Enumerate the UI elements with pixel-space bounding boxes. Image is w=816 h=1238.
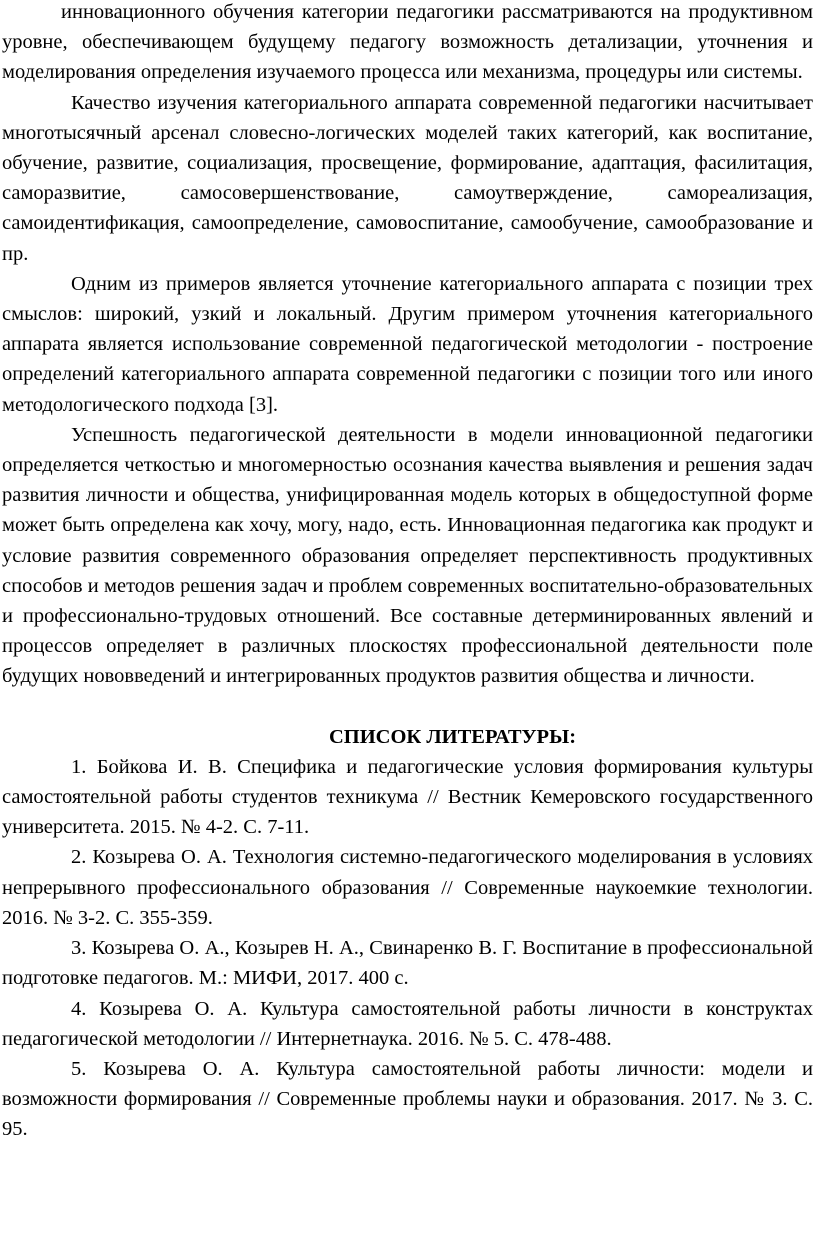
- references-heading: СПИСОК ЛИТЕРАТУРЫ:: [328, 725, 577, 748]
- reference-item: 3. Козырева О. А., Козырев Н. А., Свинаренко В. Г. Воспитание в профессиональной подготовке педагогов. М.: МИФИ, 2017. 400 с.: [2, 937, 813, 990]
- document-page: [2, 0, 813, 1145]
- reference-item: 4. Козырева О. А. Культура самостоятельной работы личности в конструктах педагогической методологии // Интернетнаука. 2016. № 5. С. 478-488.: [2, 997, 813, 1050]
- body-paragraph-1: инновационного обучения категории педагогики рассматриваются на продуктивном уровне, обеспечивающем будущему педагогу возможность детализации, уточнения и моделирования определения изучаемого процесса или механизма, процедуры или системы.: [2, 1, 813, 84]
- reference-item: 2. Козырева О. А. Технология системно-педагогического моделирования в условиях непрерывного профессионального образования // Современные наукоемкие технологии. 2016. № 3-2. С. 355-359.: [2, 846, 813, 929]
- references-list: [2, 752, 813, 1145]
- reference-item: 1. Бойкова И. В. Специфика и педагогические условия формирования культуры самостоятельной работы студентов техникума // Вестник Кемеровского государственного университета. 2015. № 4-2. С. 7-11.: [2, 755, 813, 839]
- reference-item: 5. Козырева О. А. Культура самостоятельной работы личности: модели и возможности формирования // Современные проблемы науки и образования. 2017. № 3. С. 95.: [2, 1057, 813, 1141]
- section-spacer: [2, 692, 813, 722]
- body-paragraph-3: Одним из примеров является уточнение категориального аппарата с позиции трех смыслов: широкий, узкий и локальный. Другим примером уточнения категориального аппарата является использование современной педагогической методологии - построение определений категориального аппарата современной педагогики с позиции того или иного методологического подхода [3].: [2, 272, 813, 416]
- body-paragraph-4: Успешность педагогической деятельности в модели инновационной педагогики определяется четкостью и многомерностью осознания качества выявления и решения задач развития личности и общества, унифицированная модель которых в общедоступной форме может быть определена как хочу, могу, надо, есть. Инновационная педагогика как продукт и условие развития современного образования определяет перспективность продуктивных способов и методов решения задач и проблем современных воспитательно-образовательных и профессионально-трудовых отношений. Все составные детерминированных явлений и процессов определяет в различных плоскостях профессиональной деятельности поле будущих нововведений и интегрированных продуктов развития общества и личности.: [2, 423, 813, 688]
- body-paragraph-2: Качество изучения категориального аппарата современной педагогики насчитывает многотысячный арсенал словесно-логических моделей таких категорий, как воспитание, обучение, развитие, социализация, просвещение, формирование, адаптация, фасилитация, саморазвитие, самосовершенствование, самоутверждение, самореализация, самоидентификация, самоопределение, самовоспитание, самообучение, самообразование и пр.: [2, 91, 813, 265]
